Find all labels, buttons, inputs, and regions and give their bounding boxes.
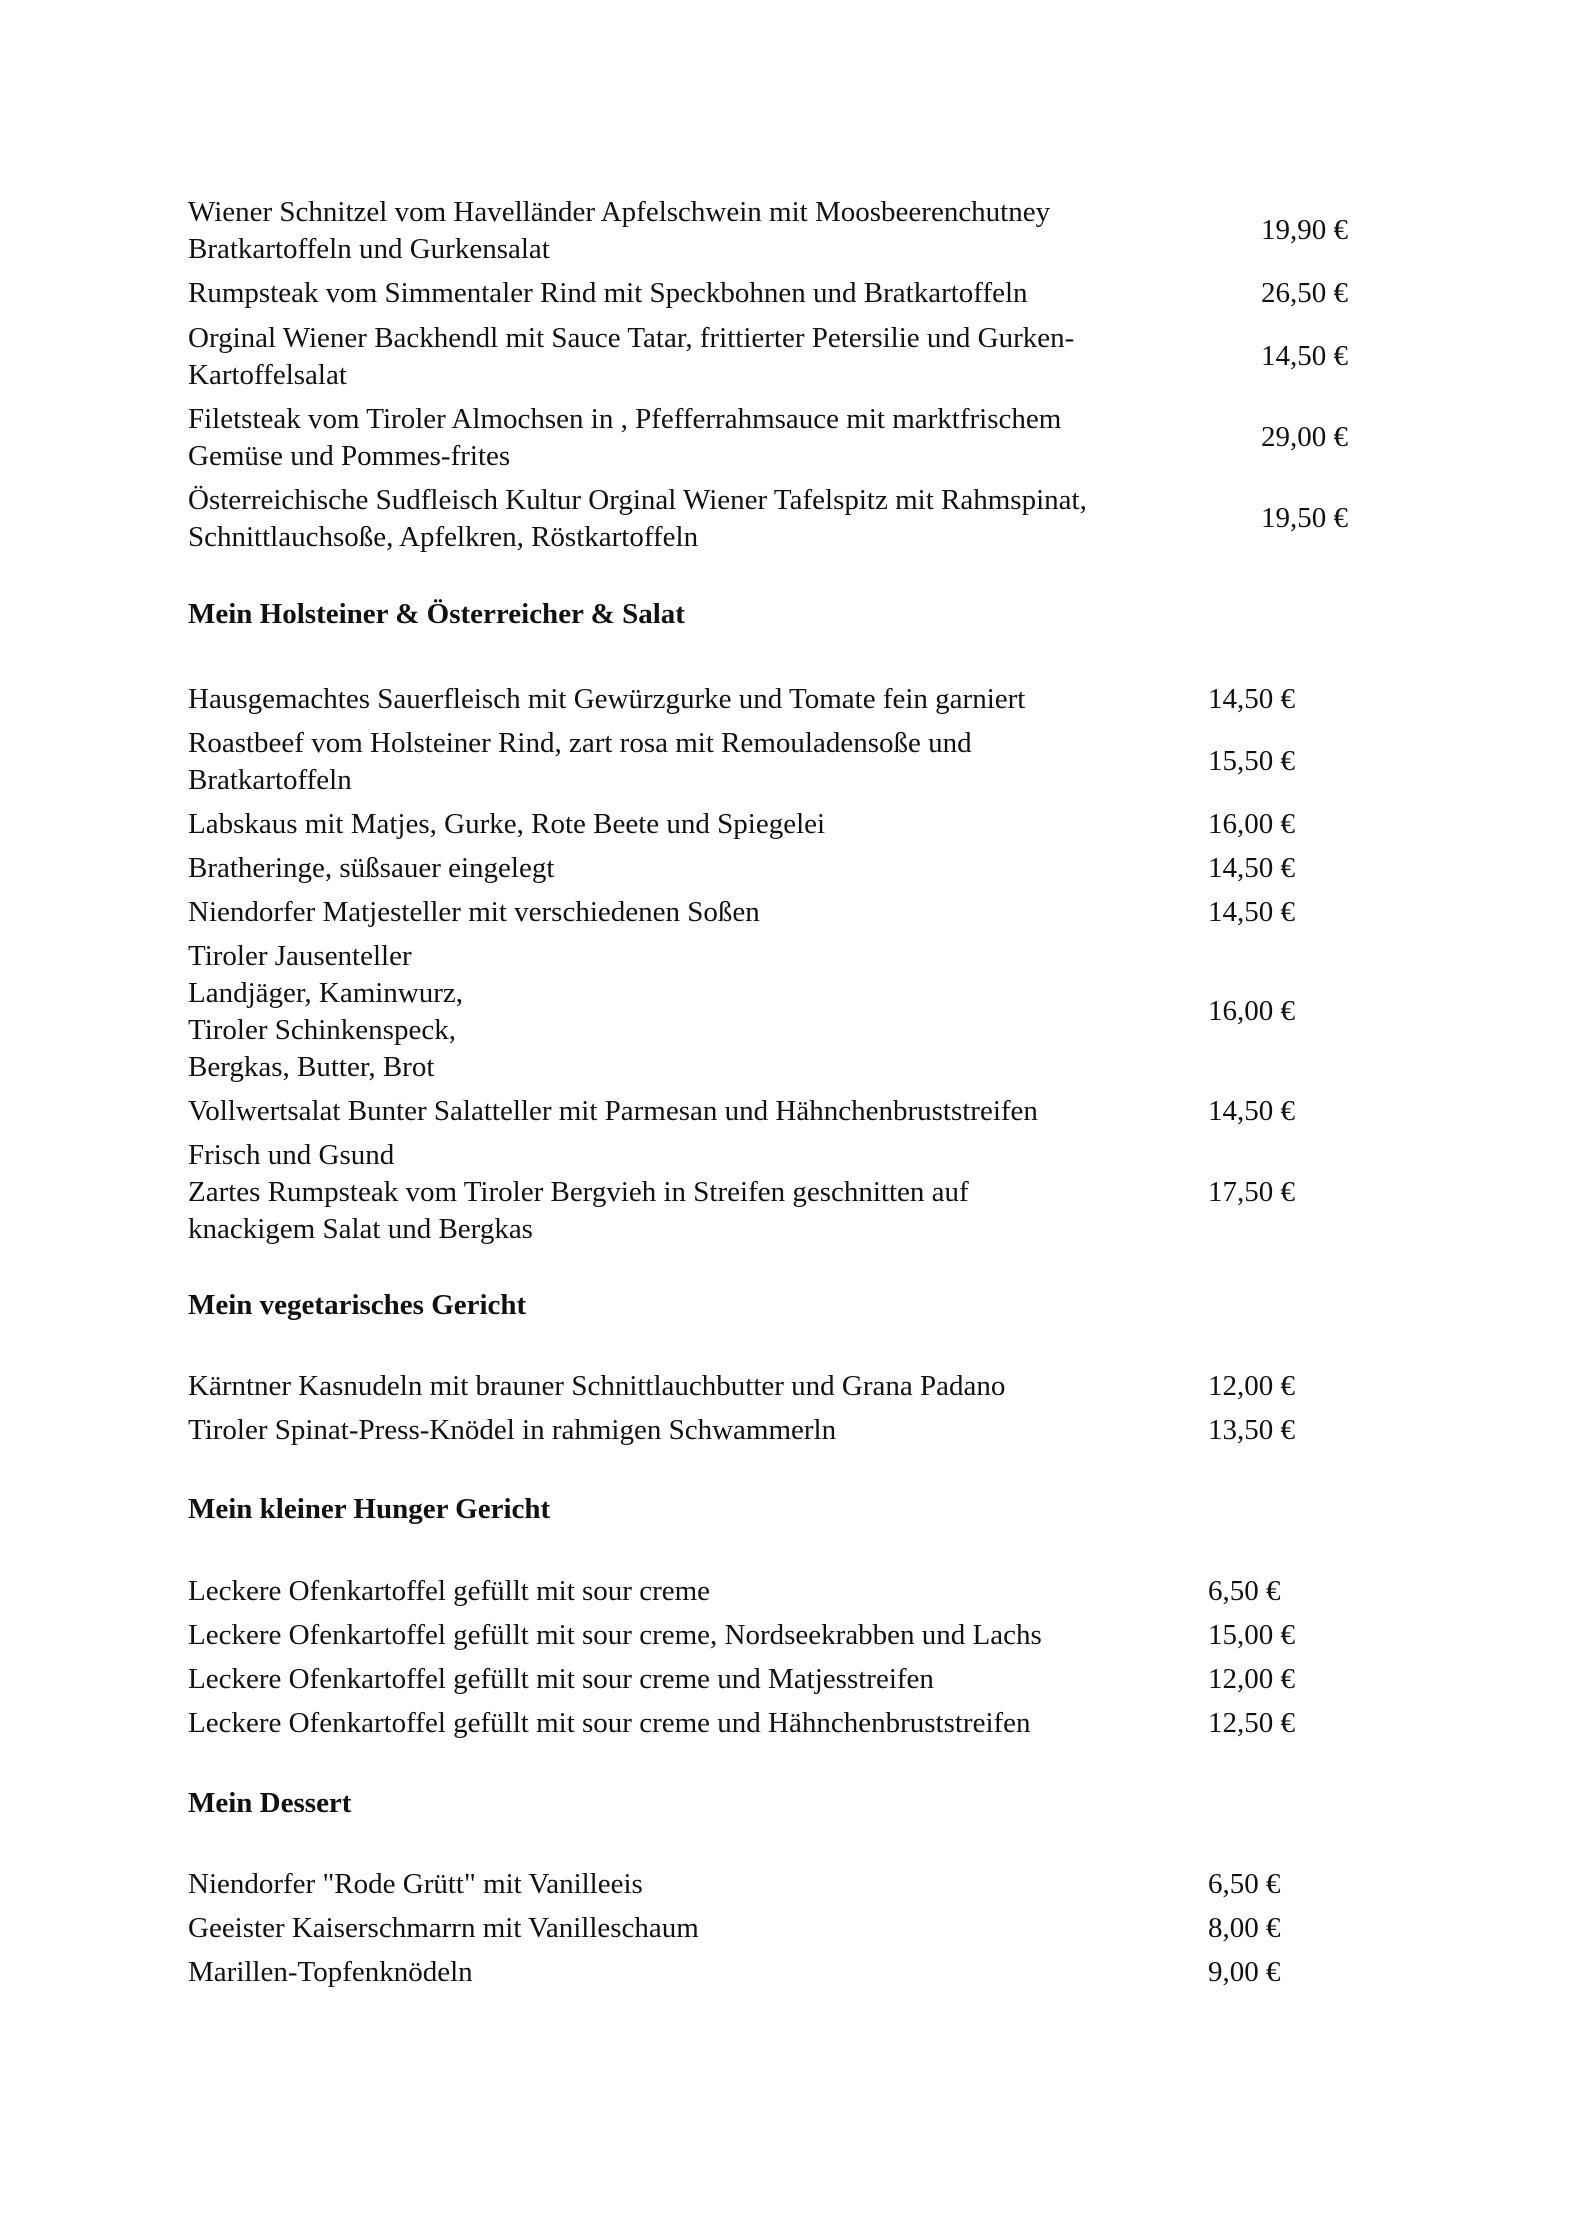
menu-item-description: Filetsteak vom Tiroler Almochsen in , Pfefferrahmsauce mit marktfrischem Gemüse und Pommes-frites: [188, 402, 1062, 472]
section-title: Mein Dessert: [188, 1787, 352, 1819]
menu-item-description: Labskaus mit Matjes, Gurke, Rote Beete und Spiegelei: [188, 807, 826, 840]
menu-item-description: Hausgemachtes Sauerfleisch mit Gewürzgurke und Tomate fein garniert: [188, 682, 1026, 715]
menu-item-description: Tiroler Spinat-Press-Knödel in rahmigen Schwammerln: [188, 1413, 837, 1446]
section-heading-dessert: [188, 1785, 351, 1822]
menu-item: [188, 1701, 1318, 1745]
menu-item-price: 15,50 €: [1208, 745, 1295, 777]
menu-item: [188, 1364, 1318, 1408]
menu-item-price: 12,00 €: [1208, 1369, 1295, 1402]
menu-item: [188, 1569, 1318, 1613]
menu-item-description: Orginal Wiener Backhendl mit Sauce Tatar, frittierter Petersilie und Gurken- Kartoffelsalat: [188, 321, 1075, 391]
menu-item: [188, 271, 1348, 316]
menu-item-price: 16,00 €: [1208, 995, 1295, 1027]
menu-item-description: Rumpsteak vom Simmentaler Rind mit Speckbohnen und Bratkartoffeln: [188, 277, 1028, 309]
menu-item-price: 19,50 €: [1261, 502, 1348, 534]
menu-item: [188, 190, 1348, 271]
menu-item-price: 14,50 €: [1261, 340, 1348, 372]
section-title: Mein vegetarisches Gericht: [188, 1289, 527, 1321]
menu-item: [188, 316, 1348, 397]
menu-item-price: 8,00 €: [1208, 1911, 1281, 1944]
main-dishes-list: [188, 190, 1348, 559]
section-title: Mein Holsteiner & Österreicher & Salat: [188, 598, 685, 630]
menu-item-description: Leckere Ofenkartoffel gefüllt mit sour creme und Matjesstreifen: [188, 1662, 934, 1695]
menu-item-description: Tiroler Jausenteller Landjäger, Kaminwurz, Tiroler Schinkenspeck, Bergkas, Butter, Brot: [188, 939, 464, 1083]
menu-item-description: Wiener Schnitzel vom Havelländer Apfelschwein mit Moosbeerenchutney Bratkartoffeln und Gurkensalat: [188, 195, 1051, 265]
menu-item: [188, 1657, 1318, 1701]
section-heading-small-hunger: [188, 1491, 550, 1528]
menu-item: [188, 1133, 1318, 1251]
menu-item-description: Marillen-Topfenknödeln: [188, 1955, 473, 1988]
menu-item: [188, 934, 1318, 1089]
menu-item: [188, 1906, 1318, 1950]
menu-item-description: Niendorfer "Rode Grütt" mit Vanilleeis: [188, 1867, 643, 1900]
menu-item-description: Leckere Ofenkartoffel gefüllt mit sour creme, Nordseekrabben und Lachs: [188, 1618, 1042, 1651]
menu-item: [188, 721, 1318, 802]
menu-item-description: Kärntner Kasnudeln mit brauner Schnittlauchbutter und Grana Padano: [188, 1369, 1006, 1402]
holstein-list: [188, 677, 1318, 1251]
vegetarian-list: [188, 1364, 1318, 1452]
menu-item: [188, 1613, 1318, 1657]
menu-item-price: 9,00 €: [1208, 1955, 1281, 1988]
small-hunger-list: [188, 1569, 1318, 1745]
menu-item-price: 14,50 €: [1208, 895, 1295, 928]
menu-item: [188, 1089, 1318, 1133]
menu-item: [188, 802, 1318, 846]
menu-item-price: 14,50 €: [1208, 682, 1295, 715]
menu-item: [188, 677, 1318, 721]
menu-item-description: Geeister Kaiserschmarrn mit Vanilleschaum: [188, 1911, 699, 1944]
menu-item-description: Vollwertsalat Bunter Salatteller mit Parmesan und Hähnchenbruststreifen: [188, 1094, 1038, 1127]
menu-item: [188, 1862, 1318, 1906]
menu-item-price: 14,50 €: [1208, 851, 1295, 884]
dessert-list: [188, 1862, 1318, 1994]
menu-item-price: 26,50 €: [1261, 277, 1348, 309]
menu-item: [188, 890, 1318, 934]
menu-item-price: 6,50 €: [1208, 1574, 1281, 1607]
menu-item-price: 17,50 €: [1208, 1175, 1295, 1208]
section-heading-vegetarian: [188, 1287, 526, 1324]
menu-item: [188, 478, 1348, 559]
menu-item: [188, 846, 1318, 890]
menu-item-price: 13,50 €: [1208, 1413, 1295, 1446]
menu-item-description: Frisch und Gsund Zartes Rumpsteak vom Tiroler Bergvieh in Streifen geschnitten auf knackigem Salat und Bergkas: [188, 1138, 969, 1245]
menu-item: [188, 397, 1348, 478]
section-title: Mein kleiner Hunger Gericht: [188, 1493, 551, 1525]
menu-item-price: 29,00 €: [1261, 421, 1348, 453]
menu-item: [188, 1408, 1318, 1452]
menu-item-price: 6,50 €: [1208, 1867, 1281, 1900]
menu-item-price: 12,50 €: [1208, 1706, 1295, 1739]
menu-item-description: Niendorfer Matjesteller mit verschiedenen Soßen: [188, 895, 760, 928]
menu-item-price: 19,90 €: [1261, 214, 1348, 246]
menu-item: [188, 1950, 1318, 1994]
section-heading-holstein: [188, 596, 685, 633]
menu-item-description: Leckere Ofenkartoffel gefüllt mit sour creme und Hähnchenbruststreifen: [188, 1706, 1031, 1739]
menu-item-description: Leckere Ofenkartoffel gefüllt mit sour creme: [188, 1574, 711, 1607]
menu-item-price: 14,50 €: [1208, 1094, 1295, 1127]
menu-item-description: Bratheringe, süßsauer eingelegt: [188, 851, 555, 884]
menu-item-price: 16,00 €: [1208, 807, 1295, 840]
menu-item-description: Roastbeef vom Holsteiner Rind, zart rosa mit Remouladensoße und Bratkartoffeln: [188, 726, 972, 796]
menu-item-description: Österreichische Sudfleisch Kultur Orginal Wiener Tafelspitz mit Rahmspinat, Schnittlauchsoße, Apfelkren, Röstkartoffeln: [188, 483, 1087, 553]
menu-item-price: 15,00 €: [1208, 1618, 1295, 1651]
menu-item-price: 12,00 €: [1208, 1662, 1295, 1695]
